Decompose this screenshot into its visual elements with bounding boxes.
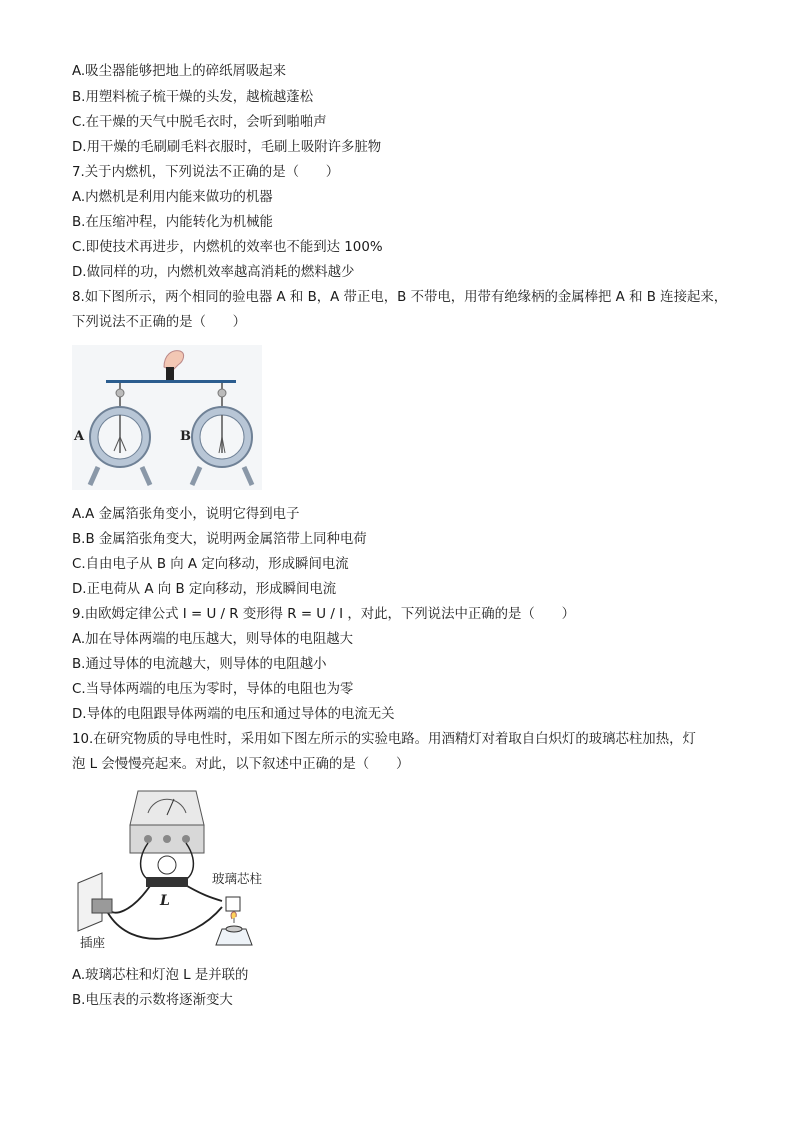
q7-option-d: D.做同样的功，内燃机效率越高消耗的燃料越少 [72, 265, 355, 280]
q8-option-d: D.正电荷从 A 向 B 定向移动，形成瞬间电流 [72, 582, 337, 597]
q9-option-d: D.导体的电阻跟导体两端的电压和通过导体的电流无关 [72, 707, 395, 722]
bulb-icon [146, 856, 188, 887]
voltmeter-icon [130, 791, 204, 853]
q10-stem-line1: 10.在研究物质的导电性时，采用如下图左所示的实验电路。用酒精灯对着取自白炽灯的玻璃芯柱加热，灯 [72, 732, 696, 747]
q10-option-a: A.玻璃芯柱和灯泡 L 是并联的 [72, 968, 249, 983]
q7-option-c: C.即使技术再进步，内燃机的效率也不能到达 100% [72, 240, 383, 255]
label-l: L [160, 893, 170, 909]
label-glass-core: 玻璃芯柱 [212, 871, 263, 886]
alcohol-lamp-icon [216, 897, 252, 945]
q9-option-a: A.加在导体两端的电压越大，则导体的电阻越大 [72, 632, 353, 647]
q10-option-b: B.电压表的示数将逐渐变大 [72, 993, 233, 1008]
q7-stem: 7.关于内燃机，下列说法不正确的是（ ） [72, 165, 340, 180]
electroscope-figure [72, 345, 262, 490]
circuit-figure [72, 783, 282, 953]
socket-icon [78, 873, 112, 931]
q8-option-b: B.B 金属箔张角变大，说明两金属箔带上同种电荷 [72, 532, 367, 547]
metal-rod [106, 380, 236, 383]
q6-option-b: B.用塑料梳子梳干燥的头发，越梳越蓬松 [72, 90, 314, 105]
q7-option-b: B.在压缩冲程，内能转化为机械能 [72, 215, 273, 230]
q6-option-a: A.吸尘器能够把地上的碎纸屑吸起来 [72, 64, 287, 79]
q9-option-c: C.当导体两端的电压为零时，导体的电阻也为零 [72, 682, 354, 697]
q8-stem-line2: 下列说法不正确的是（ ） [72, 315, 247, 330]
q9-option-b: B.通过导体的电流越大，则导体的电阻越小 [72, 657, 327, 672]
q9-stem: 9.由欧姆定律公式 I = U / R 变形得 R = U / I ，对此，下列说法中正确的是（ ） [72, 607, 575, 622]
q8-stem-line1: 8.如下图所示，两个相同的验电器 A 和 B，A 带正电，B 不带电，用带有绝缘柄的金属棒把 A 和 B 连接起来， [72, 290, 728, 305]
label-b: B [180, 429, 191, 444]
q6-option-d: D.用干燥的毛刷刷毛料衣服时，毛刷上吸附许多脏物 [72, 140, 382, 155]
q10-stem-line2: 泡 L 会慢慢亮起来。对此，以下叙述中正确的是（ ） [72, 757, 410, 772]
q7-option-a: A.内燃机是利用内能来做功的机器 [72, 190, 273, 205]
q6-option-c: C.在干燥的天气中脱毛衣时，会听到啪啪声 [72, 115, 327, 130]
q8-option-c: C.自由电子从 B 向 A 定向移动，形成瞬间电流 [72, 557, 349, 572]
label-socket: 插座 [80, 935, 106, 950]
q8-option-a: A.A 金属箔张角变小，说明它得到电子 [72, 507, 300, 522]
label-a: A [74, 429, 85, 444]
